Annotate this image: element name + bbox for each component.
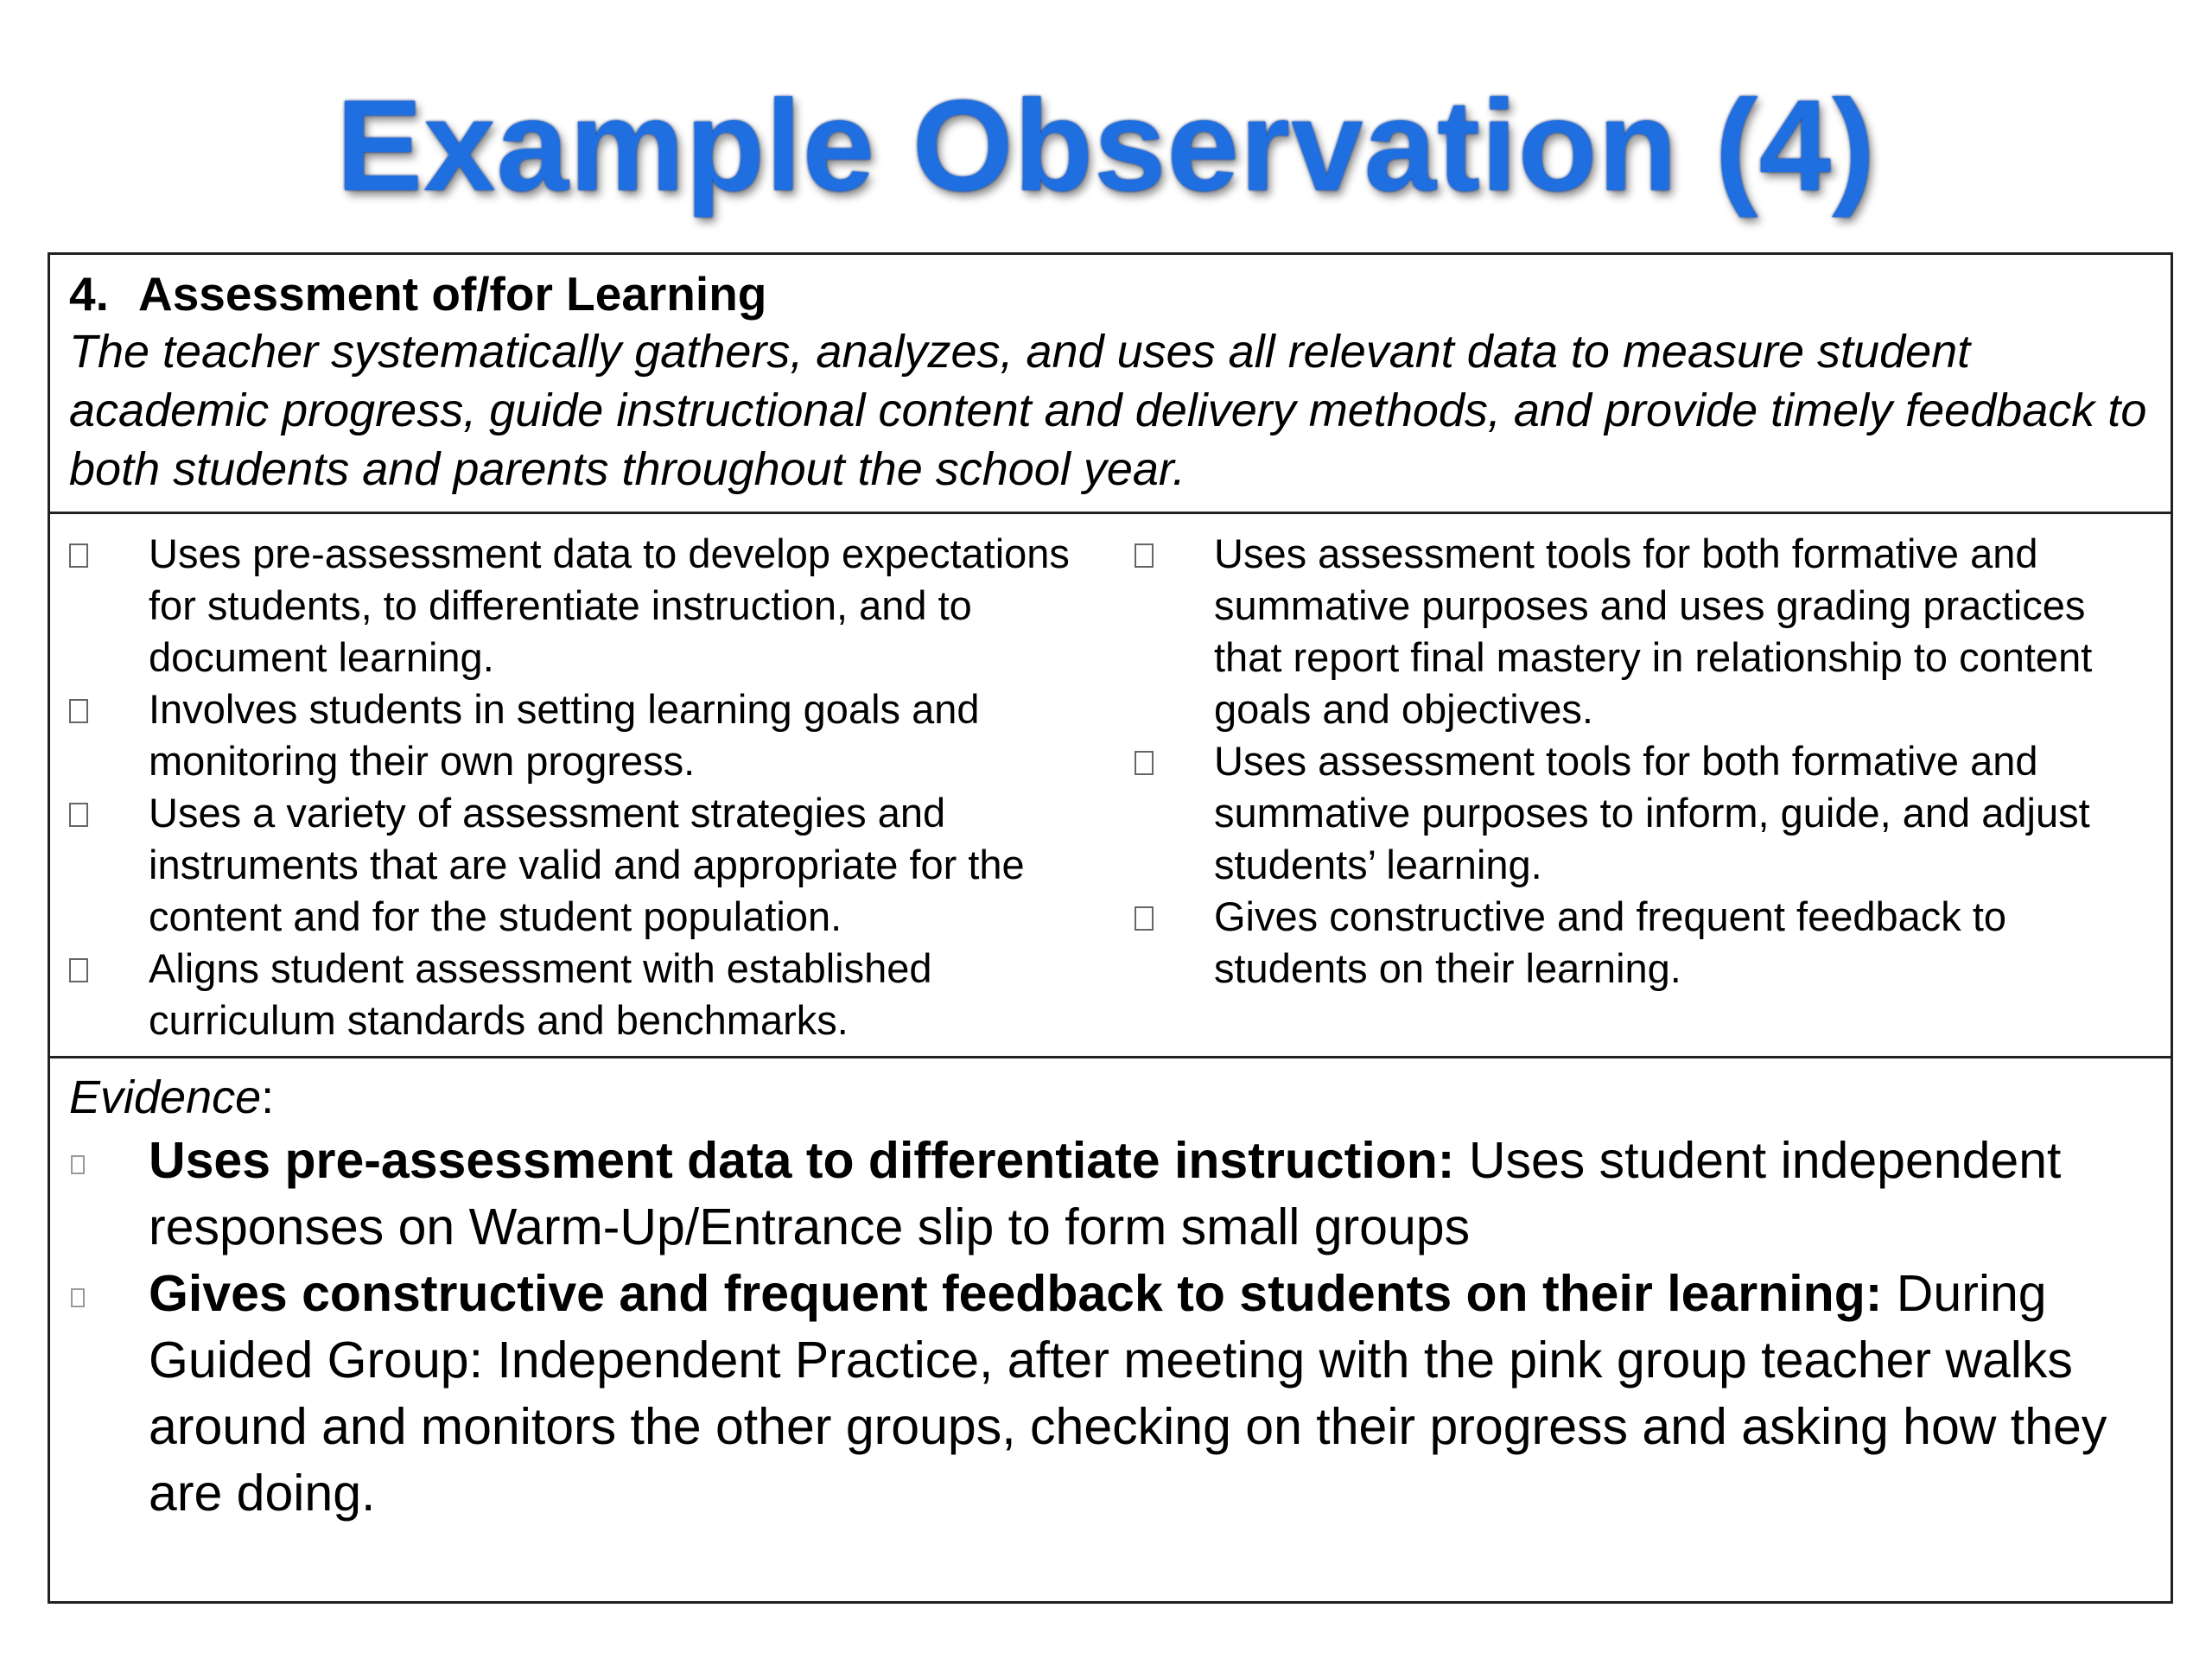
checkbox-icon[interactable] — [69, 543, 88, 568]
indicator-text: Uses a variety of assessment strategies and instruments that are valid and appropriate for the content and for the student population. — [149, 790, 1025, 939]
checkbox-icon[interactable] — [69, 958, 88, 982]
evidence-item-heading: Gives constructive and frequent feedback to students on their learning: — [149, 1265, 1883, 1322]
checkbox-icon — [71, 1155, 85, 1174]
indicator-item — [1135, 528, 2163, 735]
evidence-item-text: Uses student independent responses on Warm-Up/Entrance slip to form small groups — [149, 1132, 2062, 1255]
indicator-text: Uses assessment tools for both formative and summative purposes and uses grading practices that report final mastery in relationship to content goals and objectives. — [1214, 531, 2093, 732]
indicator-item — [69, 787, 1123, 943]
indicator-item — [1135, 735, 2163, 891]
indicator-item — [69, 683, 1123, 787]
indicator-text: Uses assessment tools for both formative and summative purposes to inform, guide, and adjust students’ learning. — [1214, 738, 2090, 887]
evidence-label-colon: : — [261, 1071, 275, 1123]
evidence-item-heading: Uses pre-assessment data to differentiate instruction: — [149, 1132, 1455, 1189]
indicator-item — [69, 528, 1123, 683]
evidence-item-text: During Guided Group: Independent Practice, after meeting with the pink group teacher walks around and monitors the other groups, checking on their progress and asking how they are doing. — [149, 1265, 2107, 1522]
checkbox-icon — [71, 1288, 85, 1307]
section-description: The teacher systematically gathers, analyzes, and uses all relevant data to measure student academic progress, guide instructional content and delivery methods, and provide timely feedback to both students and parents throughout the school year. — [69, 326, 2147, 495]
evidence-label — [69, 1067, 2152, 1128]
checkbox-icon[interactable] — [1135, 543, 1154, 568]
evidence-section — [50, 1058, 2171, 1601]
indicators-right-column — [1135, 528, 2163, 995]
section-header — [50, 255, 2171, 514]
indicator-text: Involves students in setting learning goals and monitoring their own progress. — [149, 686, 980, 784]
checkbox-icon[interactable] — [69, 803, 88, 827]
section-heading — [69, 265, 2152, 322]
evidence-label-text: Evidence — [69, 1071, 262, 1123]
indicator-item — [1135, 891, 2163, 995]
indicator-text: Uses pre-assessment data to develop expectations for students, to differentiate instruction, and to document learning. — [149, 531, 1070, 680]
checkbox-icon[interactable] — [1135, 906, 1154, 931]
evidence-item — [69, 1128, 2152, 1261]
section-number: 4. — [69, 267, 109, 321]
indicators-checklist — [50, 514, 2171, 1058]
indicator-text: Gives constructive and frequent feedback to students on their learning. — [1214, 893, 2007, 991]
indicator-item — [69, 943, 1123, 1046]
checkbox-icon[interactable] — [69, 699, 88, 723]
checkbox-icon[interactable] — [1135, 751, 1154, 775]
section-title: Assessment of/for Learning — [138, 267, 767, 321]
evidence-item — [69, 1261, 2152, 1527]
slide-title: Example Observation (4) — [336, 73, 1876, 218]
indicators-left-column — [69, 528, 1123, 1046]
indicator-text: Aligns student assessment with established curriculum standards and benchmarks. — [149, 945, 932, 1043]
observation-table — [48, 252, 2173, 1604]
